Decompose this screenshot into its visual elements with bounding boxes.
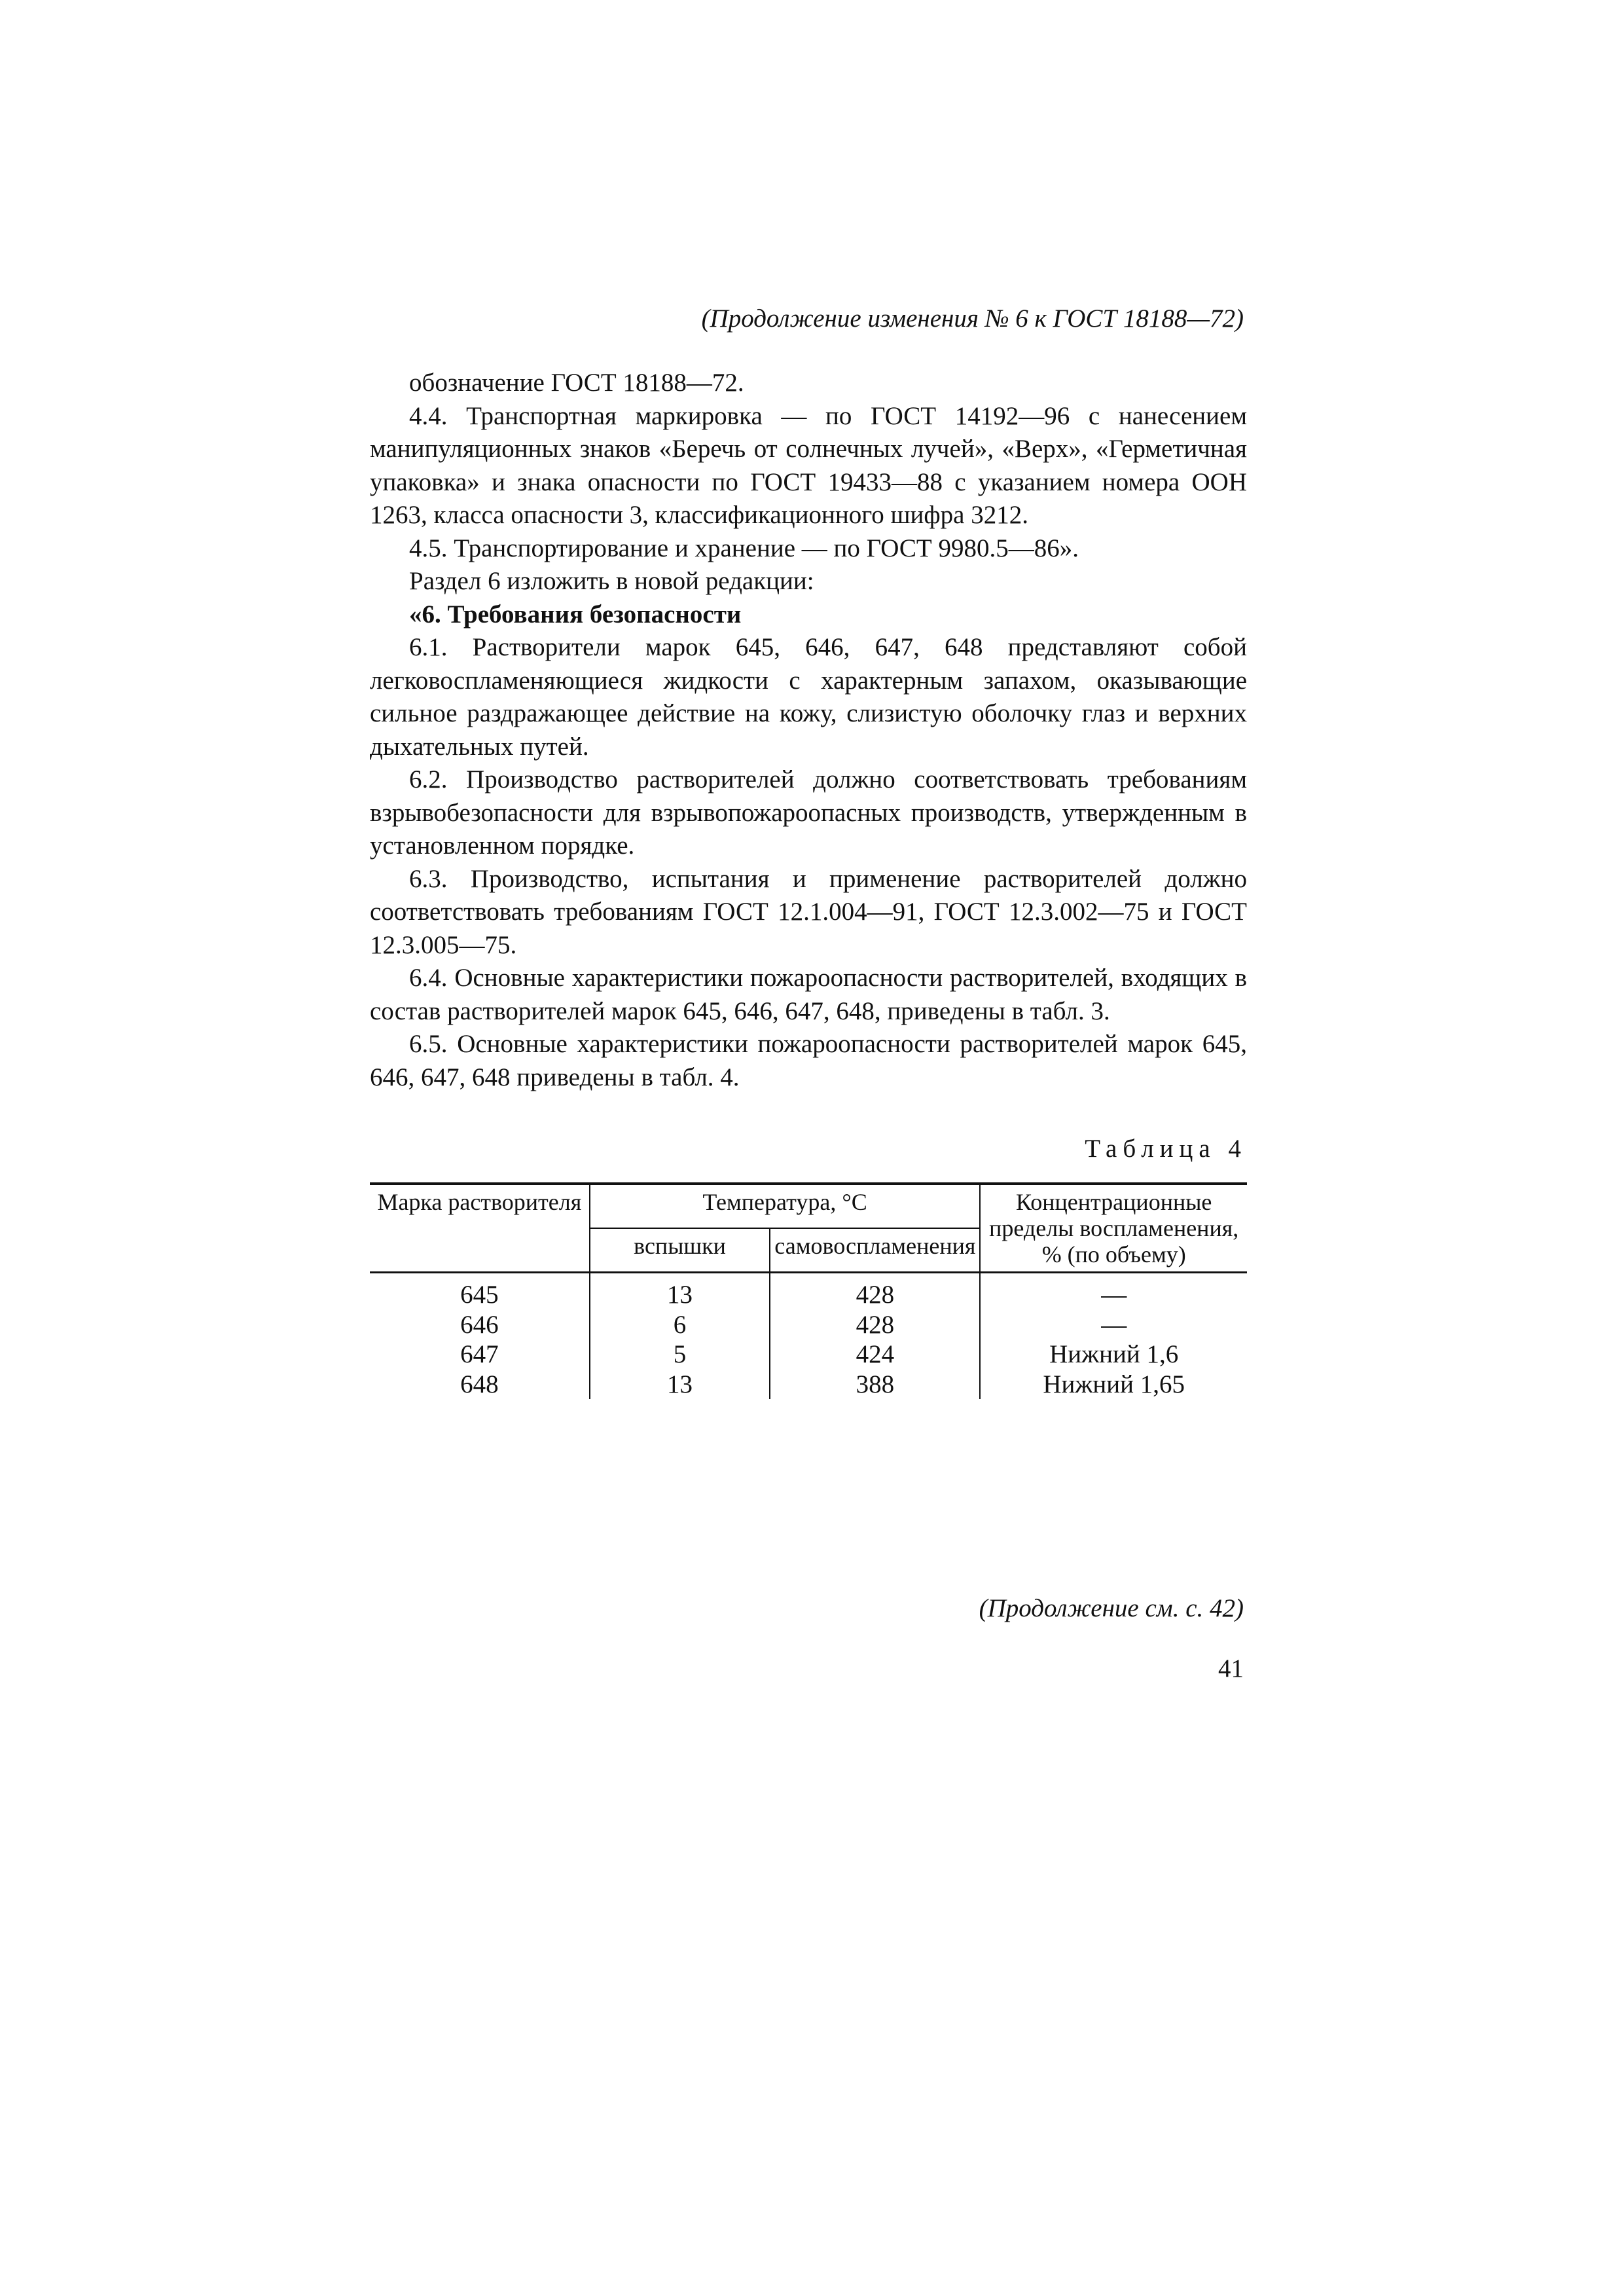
paragraph: 6.1. Растворители марок 645, 646, 647, 648 представляют собой легковоспламеняющиеся жидкости с характерным запахом, оказывающие сильное раздражающее действие на кожу, слизистую оболочку глаз и верхних дыхательных путей. bbox=[370, 633, 1247, 761]
table-row bbox=[370, 1370, 1247, 1400]
page-number: 41 bbox=[1218, 1654, 1244, 1683]
cell-brand: 647 bbox=[460, 1340, 499, 1368]
cell-limits: — bbox=[980, 1310, 1247, 1340]
paragraph: 6.5. Основные характеристики пожароопасности растворителей марок 645, 646, 647, 648 приведены в табл. 4. bbox=[370, 1030, 1247, 1091]
continuation-note: (Продолжение см. с. 42) bbox=[979, 1594, 1244, 1622]
cell-brand: 645 bbox=[460, 1281, 499, 1309]
cell-brand: 646 bbox=[460, 1310, 499, 1339]
table-row bbox=[370, 1339, 1247, 1370]
cell-flash: 5 bbox=[590, 1339, 770, 1370]
cell-autoignition: 424 bbox=[770, 1339, 980, 1370]
page-header: (Продолжение изменения № 6 к ГОСТ 18188—72) bbox=[701, 304, 1244, 333]
section-heading: «6. Требования безопасности bbox=[409, 600, 742, 629]
paragraph: 4.5. Транспортирование и хранение — по ГОСТ 9980.5—86». bbox=[409, 534, 1079, 562]
cell-flash: 13 bbox=[590, 1370, 770, 1400]
header-brand: Марка растворителя bbox=[370, 1184, 590, 1273]
data-table bbox=[370, 1182, 1247, 1399]
cell-autoignition: 428 bbox=[770, 1310, 980, 1340]
paragraph: обозначение ГОСТ 18188—72. bbox=[409, 369, 744, 397]
header-temperature: Температура, °С bbox=[590, 1184, 981, 1228]
header-autoignition: самовоспламенения bbox=[770, 1228, 980, 1272]
header-flash: вспышки bbox=[590, 1228, 770, 1272]
cell-flash: 6 bbox=[590, 1310, 770, 1340]
table-row bbox=[370, 1310, 1247, 1340]
body-text bbox=[370, 367, 1247, 1094]
cell-flash: 13 bbox=[590, 1273, 770, 1310]
paragraph: Раздел 6 изложить в новой редакции: bbox=[409, 567, 814, 595]
paragraph: 6.3. Производство, испытания и применение растворителей должно соответствовать требованиям ГОСТ 12.1.004—91, ГОСТ 12.3.002—75 и ГОСТ 12.3.005—75. bbox=[370, 864, 1247, 959]
cell-limits: Нижний 1,6 bbox=[980, 1339, 1247, 1370]
cell-autoignition: 388 bbox=[770, 1370, 980, 1400]
paragraph: 6.2. Производство растворителей должно соответствовать требованиям взрывобезопасности для взрывопожароопасных производств, утвержденным в установленном порядке. bbox=[370, 765, 1247, 860]
cell-brand: 648 bbox=[460, 1370, 499, 1398]
table-caption: Таблица 4 bbox=[1085, 1135, 1247, 1163]
cell-limits: — bbox=[980, 1273, 1247, 1310]
table-row bbox=[370, 1273, 1247, 1310]
header-limits: Концентрационные пределы воспламенения, % (по объему) bbox=[980, 1184, 1247, 1273]
cell-limits: Нижний 1,65 bbox=[980, 1370, 1247, 1400]
paragraph: 4.4. Транспортная маркировка — по ГОСТ 14192—96 с нанесением манипуляционных знаков «Беречь от солнечных лучей», «Верх», «Герметичная упаковка» и знака опасности по ГОСТ 19433—88 с указанием номера ООН 1263, класса опасности 3, классификационного шифра 3212. bbox=[370, 401, 1247, 529]
paragraph: 6.4. Основные характеристики пожароопасности растворителей, входящих в состав растворителей марок 645, 646, 647, 648, приведены в табл. 3. bbox=[370, 964, 1247, 1025]
cell-autoignition: 428 bbox=[770, 1273, 980, 1310]
